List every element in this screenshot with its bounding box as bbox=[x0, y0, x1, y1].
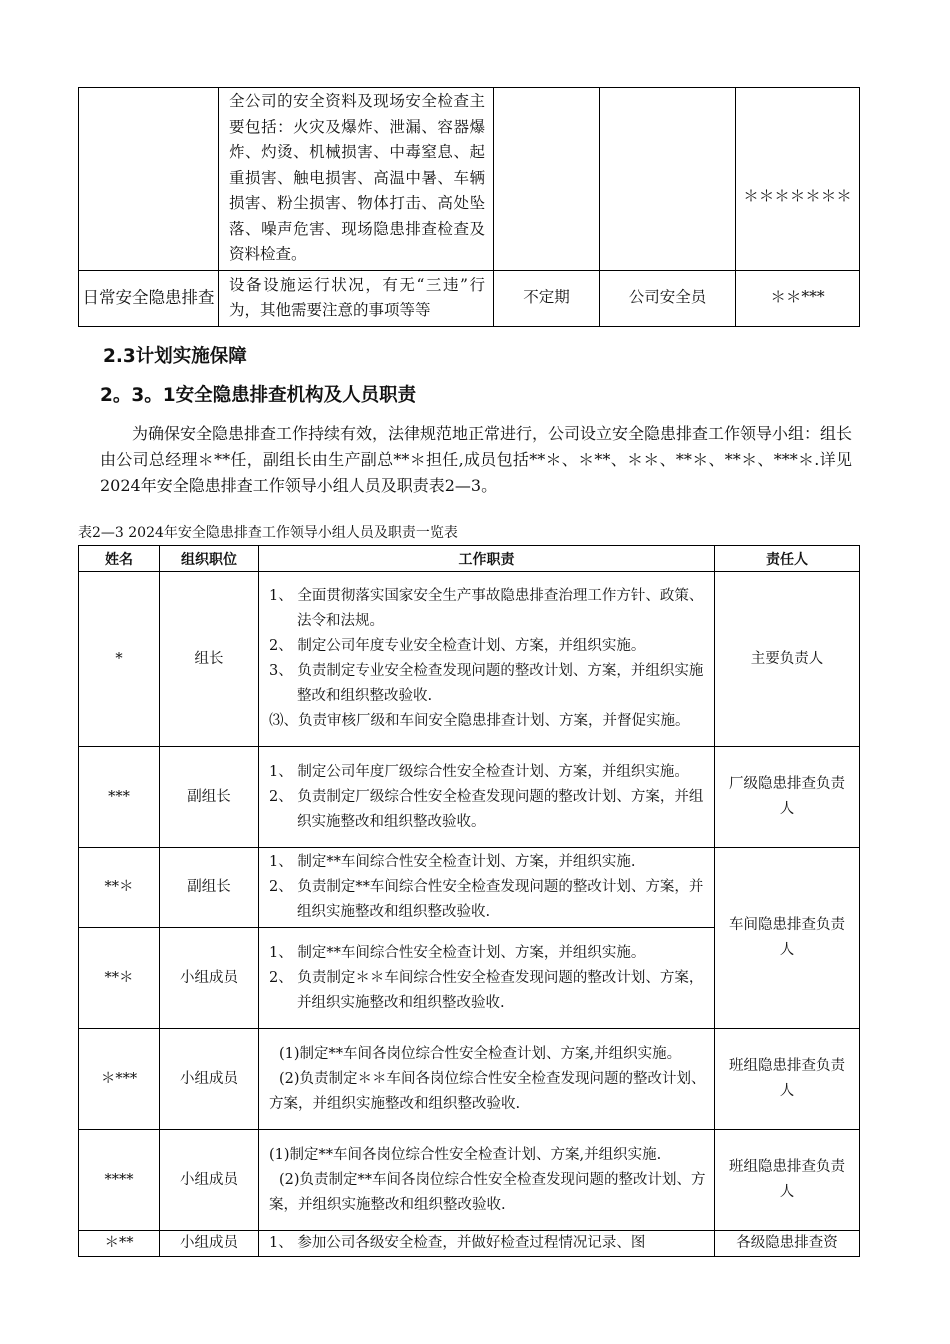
responsible-cell: 班组隐患排查负责人 bbox=[715, 1029, 860, 1130]
position-cell: 组长 bbox=[160, 572, 259, 747]
responsible-cell: 各级隐患排查资 bbox=[715, 1231, 860, 1257]
table-row bbox=[79, 88, 860, 271]
table-row bbox=[79, 1130, 860, 1231]
name-cell: *** bbox=[79, 747, 160, 848]
header-position: 组织职位 bbox=[160, 546, 259, 572]
table-row bbox=[79, 270, 860, 326]
duty-item: ⑶、负责审核厂级和车间安全隐患排查计划、方案，并督促实施。 bbox=[269, 713, 690, 729]
table-row bbox=[79, 747, 860, 848]
responsible-cell: 车间隐患排查负责人 bbox=[715, 848, 860, 1029]
duties-cell bbox=[259, 928, 715, 1029]
table-row bbox=[79, 1029, 860, 1130]
check-content-cell: 设备设施运行状况，有无“三违”行为，其他需要注意的事项等等 bbox=[219, 270, 494, 326]
team-duties-table bbox=[78, 545, 860, 1257]
name-cell: ＊*** bbox=[79, 1029, 160, 1130]
name-cell: **＊ bbox=[79, 848, 160, 928]
check-item-cell bbox=[79, 88, 219, 271]
duty-item: 2、 负责制定厂级综合性安全检查发现问题的整改计划、方案，并组织实施整改和组织整改验收。 bbox=[269, 788, 704, 830]
responsible-cell: 班组隐患排查负责人 bbox=[715, 1130, 860, 1231]
duty-item: 2、 制定公司年度专业安全检查计划、方案，并组织实施。 bbox=[269, 638, 646, 654]
frequency-cell: 不定期 bbox=[494, 270, 600, 326]
position-cell: 小组成员 bbox=[160, 1029, 259, 1130]
duties-cell bbox=[259, 1130, 715, 1231]
header-duties: 工作职责 bbox=[259, 546, 715, 572]
duties-cell bbox=[259, 1029, 715, 1130]
duties-cell bbox=[259, 1231, 715, 1257]
duties-cell bbox=[259, 572, 715, 747]
check-content-cell: 全公司的安全资料及现场安全检查主要包括：火灾及爆炸、泄漏、容器爆炸、灼烫、机械损害、中毒窒息、起重损害、触电损害、高温中暑、车辆损害、粉尘损害、物体打击、高处坠落、噪声危害、现场隐患排查检查及资料检查。 bbox=[219, 88, 494, 271]
body-paragraph: 为确保安全隐患排查工作持续有效，法律规范地正常进行，公司设立安全隐患排查工作领导小组：组长由公司总经理＊**任，副组长由生产副总**＊担任,成员包括**＊、＊**、＊＊、**＊、**＊、***＊.详见2024年安全隐患排查工作领导小组人员及职责表2—3。 bbox=[100, 424, 853, 495]
header-name: 姓名 bbox=[79, 546, 160, 572]
position-cell: 小组成员 bbox=[160, 1130, 259, 1231]
subsection-heading: 2。3。1安全隐患排查机构及人员职责 bbox=[100, 385, 417, 406]
section-heading: 2.3计划实施保障 bbox=[103, 346, 247, 367]
duty-item: 1、 参加公司各级安全检查，并做好检查过程情况记录、图 bbox=[269, 1235, 646, 1251]
duty-item: 1、 制定**车间综合性安全检查计划、方案，并组织实施。 bbox=[269, 944, 646, 961]
duty-item: 1、 制定公司年度厂级综合性安全检查计划、方案，并组织实施。 bbox=[269, 763, 689, 780]
frequency-cell bbox=[494, 88, 600, 271]
duty-item: 2、 负责制定**车间综合性安全检查发现问题的整改计划、方案，并组织实施整改和组织整改验收. bbox=[269, 879, 704, 920]
duty-item: 1、 制定**车间综合性安全检查计划、方案，并组织实施. bbox=[269, 854, 636, 870]
name-cell: ＊** bbox=[79, 1231, 160, 1257]
table-row bbox=[79, 1231, 860, 1257]
header-responsible: 责任人 bbox=[715, 546, 860, 572]
position-cell: 小组成员 bbox=[160, 1231, 259, 1257]
table-header-row bbox=[79, 546, 860, 572]
duty-item: (1)制定**车间各岗位综合性安全检查计划、方案,并组织实施. bbox=[269, 1146, 662, 1163]
responsible-cell: 厂级隐患排查负责人 bbox=[715, 747, 860, 848]
duty-item: 1、 全面贯彻落实国家安全生产事故隐患排查治理工作方针、政策、法令和法规。 bbox=[269, 588, 704, 629]
duty-item: 2、 负责制定＊＊车间综合性安全检查发现问题的整改计划、方案，并组织实施整改和组织整改验收. bbox=[269, 969, 704, 1011]
table-caption: 表2—3 2024年安全隐患排查工作领导小组人员及职责一览表 bbox=[78, 525, 458, 541]
duty-item: 3、 负责制定专业安全检查发现问题的整改计划、方案，并组织实施整改和组织整改验收. bbox=[269, 663, 704, 704]
responsible-cell: ＊＊*** bbox=[736, 270, 860, 326]
table-row bbox=[79, 848, 860, 928]
responsible-cell: 主要负责人 bbox=[715, 572, 860, 747]
table-row bbox=[79, 572, 860, 747]
name-cell: * bbox=[79, 572, 160, 747]
position-cell: 副组长 bbox=[160, 848, 259, 928]
position-cell: 副组长 bbox=[160, 747, 259, 848]
responsible-cell: ＊＊＊＊＊＊＊ bbox=[736, 88, 860, 271]
position-cell: 小组成员 bbox=[160, 928, 259, 1029]
duty-item: (2)负责制定**车间各岗位综合性安全检查发现问题的整改计划、方案，并组织实施整改和组织整改验收. bbox=[269, 1171, 706, 1213]
name-cell: **** bbox=[79, 1130, 160, 1231]
executor-cell bbox=[600, 88, 736, 271]
name-cell: **＊ bbox=[79, 928, 160, 1029]
duty-item: (1)制定**车间各岗位综合性安全检查计划、方案,并组织实施。 bbox=[279, 1045, 682, 1062]
hazard-check-table-continued bbox=[78, 87, 860, 327]
executor-cell: 公司安全员 bbox=[600, 270, 736, 326]
duty-item: (2)负责制定＊＊车间各岗位综合性安全检查发现问题的整改计划、方案，并组织实施整改和组织整改验收. bbox=[269, 1070, 706, 1112]
duties-cell bbox=[259, 848, 715, 928]
duties-cell bbox=[259, 747, 715, 848]
check-item-cell: 日常安全隐患排查 bbox=[79, 270, 219, 326]
